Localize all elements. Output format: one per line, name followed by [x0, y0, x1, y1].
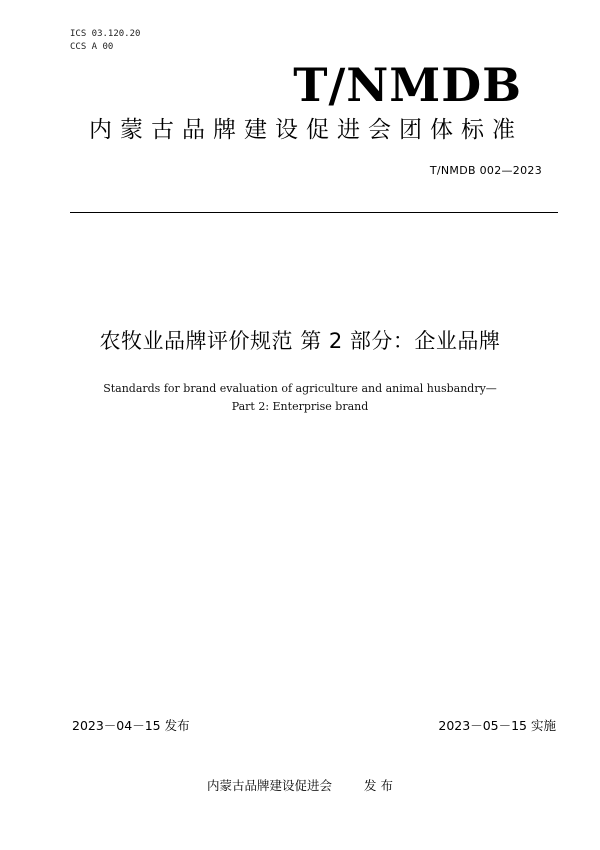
- title-en-line-1: Standards for brand evaluation of agriculture and animal husbandry—: [103, 382, 497, 395]
- issuer-line: [0, 776, 600, 794]
- org-standard-name: 内蒙古品牌建设促进会团体标准: [89, 117, 523, 143]
- classification-codes: [70, 28, 140, 54]
- document-title-cn: 农牧业品牌评价规范 第 2 部分：企业品牌: [99, 329, 501, 353]
- issuer-name: 内蒙古品牌建设促进会: [207, 778, 333, 793]
- org-code: T/NMDB: [293, 58, 522, 112]
- issue-date: 2023－04－15 发布: [72, 718, 190, 733]
- issuer-action: 发 布: [364, 778, 393, 793]
- document-title-en: [0, 380, 600, 416]
- standard-number: T/NMDB 002—2023: [429, 164, 542, 177]
- ics-code: ICS 03.120.20: [70, 29, 141, 39]
- header-divider: [70, 212, 558, 213]
- title-en-line-2: Part 2: Enterprise brand: [231, 400, 369, 413]
- implementation-date: 2023－05－15 实施: [438, 718, 556, 733]
- ccs-code: CCS A 00: [70, 42, 114, 52]
